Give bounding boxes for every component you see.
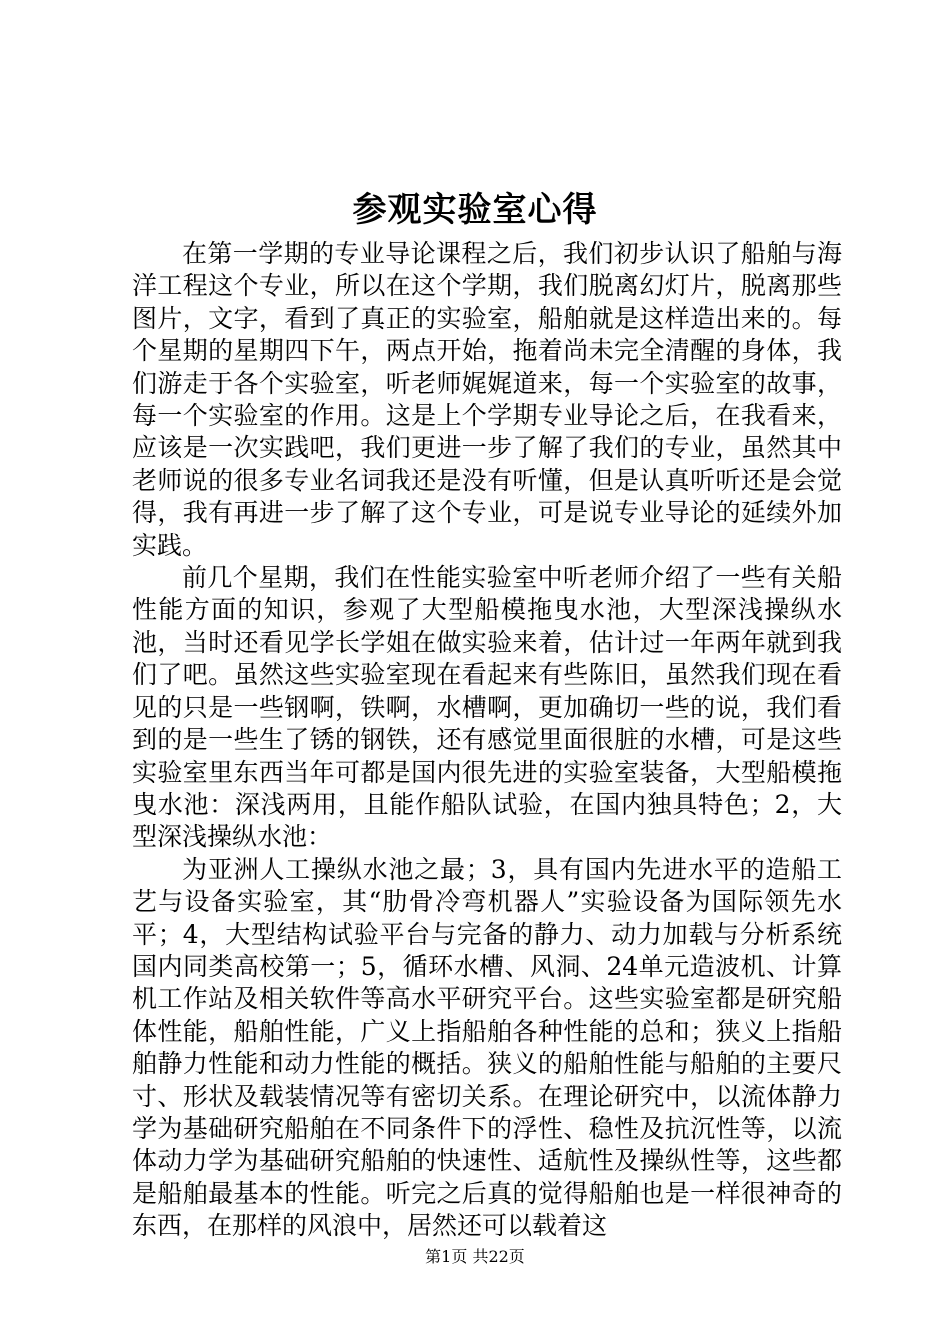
document-body bbox=[132, 238, 842, 1243]
paragraph-1: 在第一学期的专业导论课程之后，我们初步认识了船舶与海洋工程这个专业，所以在这个学期，我们脱离幻灯片，脱离那些图片，文字，看到了真正的实验室，船舶就是这样造出来的。每个星期的星期四下午，两点开始，拖着尚未完全清醒的身体，我们游走于各个实验室，听老师娓娓道来，每一个实验室的故事，每一个实验室的作用。这是上个学期专业导论之后，在我看来，应该是一次实践吧，我们更进一步了解了我们的专业，虽然其中老师说的很多专业名词我还是没有听懂，但是认真听听还是会觉得，我有再进一步了解了这个专业，可是说专业导论的延续外加实践。 bbox=[132, 239, 842, 560]
page-number-footer: 第1页 共22页 bbox=[425, 1247, 525, 1266]
document-title: 参观实验室心得 bbox=[352, 190, 598, 230]
paragraph-2: 前几个星期，我们在性能实验室中听老师介绍了一些有关船性能方面的知识，参观了大型船模拖曳水池，大型深浅操纵水池，当时还看见学长学姐在做实验来着，估计过一年两年就到我们了吧。虽然这些实验室现在看起来有些陈旧，虽然我们现在看见的只是一些钢啊，铁啊，水槽啊，更加确切一些的说，我们看到的是一些生了锈的钢铁，还有感觉里面很脏的水槽，可是这些实验室里东西当年可都是国内很先进的实验室装备，大型船模拖曳水池：深浅两用，且能作船队试验，在国内独具特色；2，大型深浅操纵水池： bbox=[132, 563, 842, 852]
paragraph-3: 为亚洲人工操纵水池之最；3，具有国内先进水平的造船工艺与设备实验室，其“肋骨冷弯机器人”实验设备为国际领先水平；4，大型结构试验平台与完备的静力、动力加载与分析系统国内同类高校第一；5，循环水槽、风洞、24单元造波机、计算机工作站及相关软件等高水平研究平台。这些实验室都是研究船体性能，船舶性能，广义上指船舶各种性能的总和；狭义上指船舶静力性能和动力性能的概括。狭义的船舶性能与船舶的主要尺寸、形状及载装情况等有密切关系。在理论研究中，以流体静力学为基础研究船舶在不同条件下的浮性、稳性及抗沉性等，以流体动力学为基础研究船舶的快速性、适航性及操纵性等，这些都是船舶最基本的性能。听完之后真的觉得船舶也是一样很神奇的东西，在那样的风浪中，居然还可以载着这 bbox=[132, 854, 842, 1241]
